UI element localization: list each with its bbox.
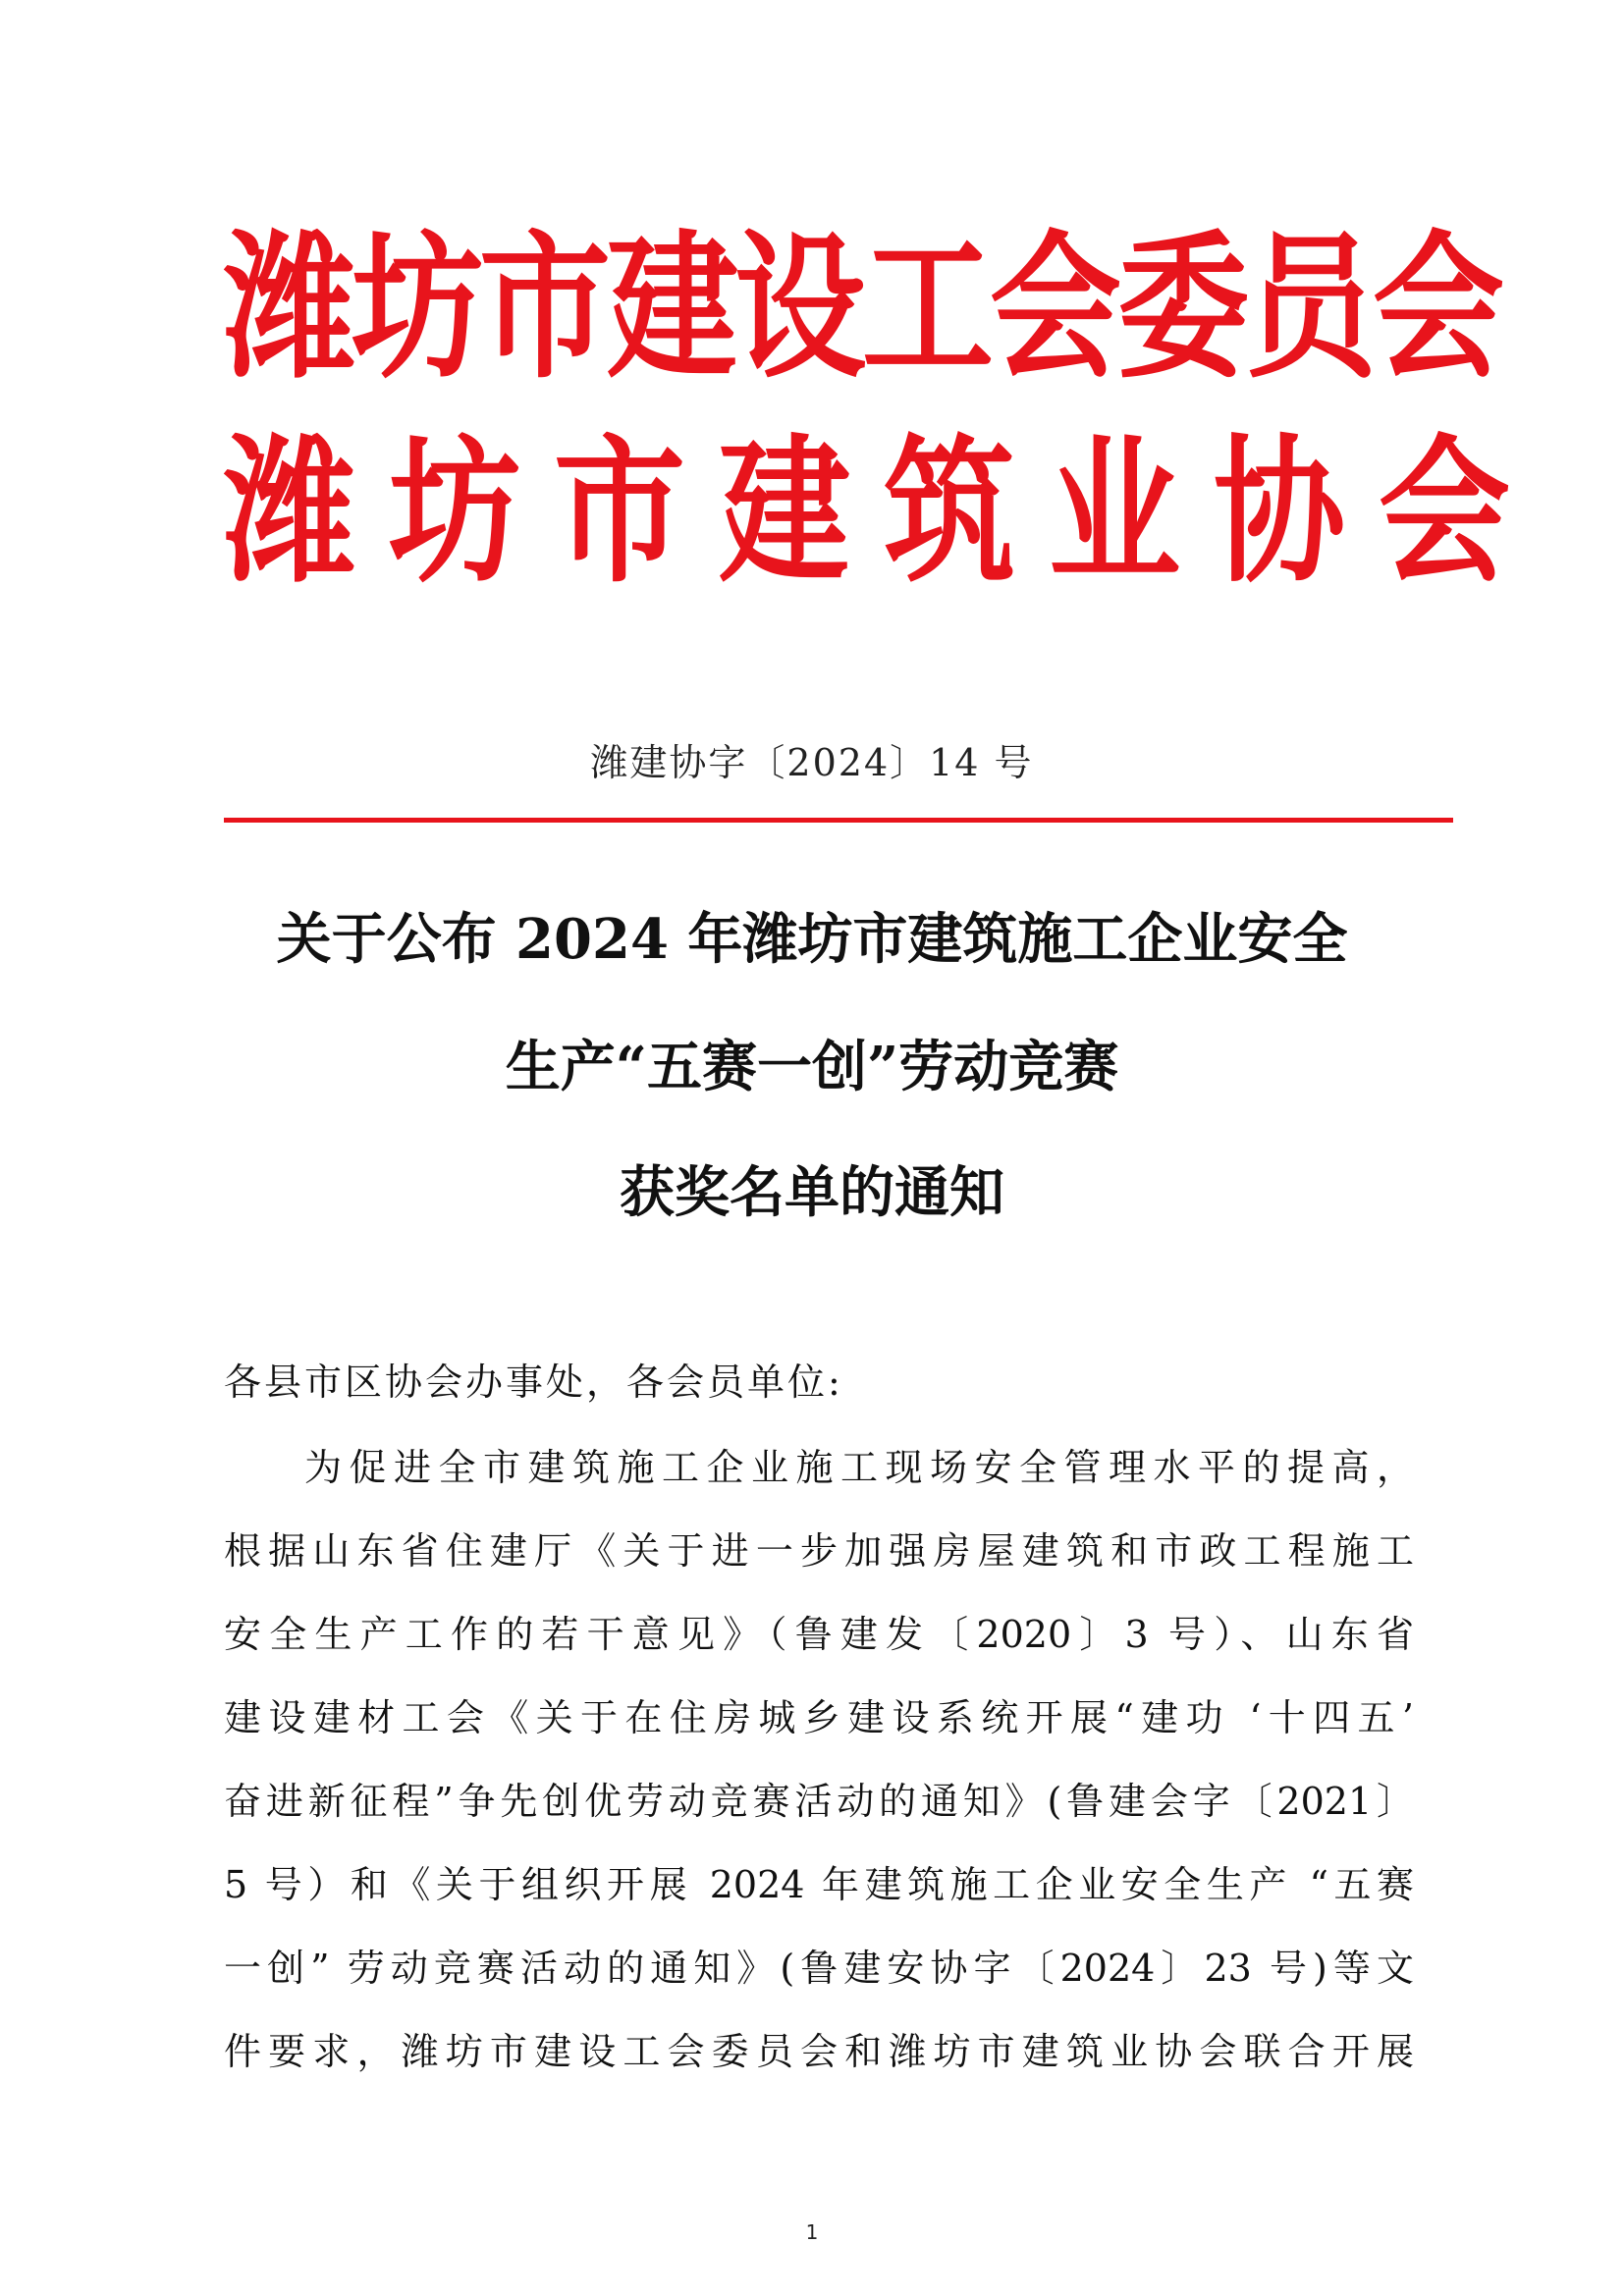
- body-line: 奋进新征程”争先创优劳动竞赛活动的通知》(鲁建会字〔2021〕: [224, 1780, 1414, 1823]
- letterhead-line-1: 潍坊市建设工会委员会: [224, 216, 1501, 400]
- body-line: 件要求，潍坊市建设工会委员会和潍坊市建筑业协会联合开展: [224, 2030, 1414, 2073]
- title-line-1: 关于公布 2024 年潍坊市建筑施工企业安全: [276, 907, 1348, 972]
- page-number: 1: [805, 2220, 819, 2244]
- body-line: 一创” 劳动竞赛活动的通知》(鲁建安协字〔2024〕23 号)等文: [224, 1947, 1414, 1990]
- body-line: 5 号）和《关于组织开展 2024 年建筑施工企业安全生产 “五赛: [224, 1863, 1414, 1906]
- document-number: 潍建协字〔2024〕14 号: [590, 741, 1034, 784]
- body-line: 安全生产工作的若干意见》（鲁建发〔2020〕3 号）、山东省: [224, 1613, 1414, 1656]
- body-line: 为促进全市建筑施工企业施工现场安全管理水平的提高，: [304, 1446, 1414, 1489]
- title-line-3: 获奖名单的通知: [620, 1160, 1004, 1225]
- title-line-2: 生产“五赛一创”劳动竞赛: [505, 1035, 1119, 1099]
- letterhead-line-2: 潍坊市建筑业协会: [224, 420, 1544, 605]
- body-line: 根据山东省住建厅《关于进一步加强房屋建筑和市政工程施工: [224, 1529, 1414, 1573]
- red-divider-rule: [224, 818, 1453, 823]
- salutation: 各县市区协会办事处，各会员单位:: [224, 1361, 843, 1404]
- body-line: 建设建材工会《关于在住房城乡建设系统开展“建功 ‘十四五’: [224, 1696, 1414, 1739]
